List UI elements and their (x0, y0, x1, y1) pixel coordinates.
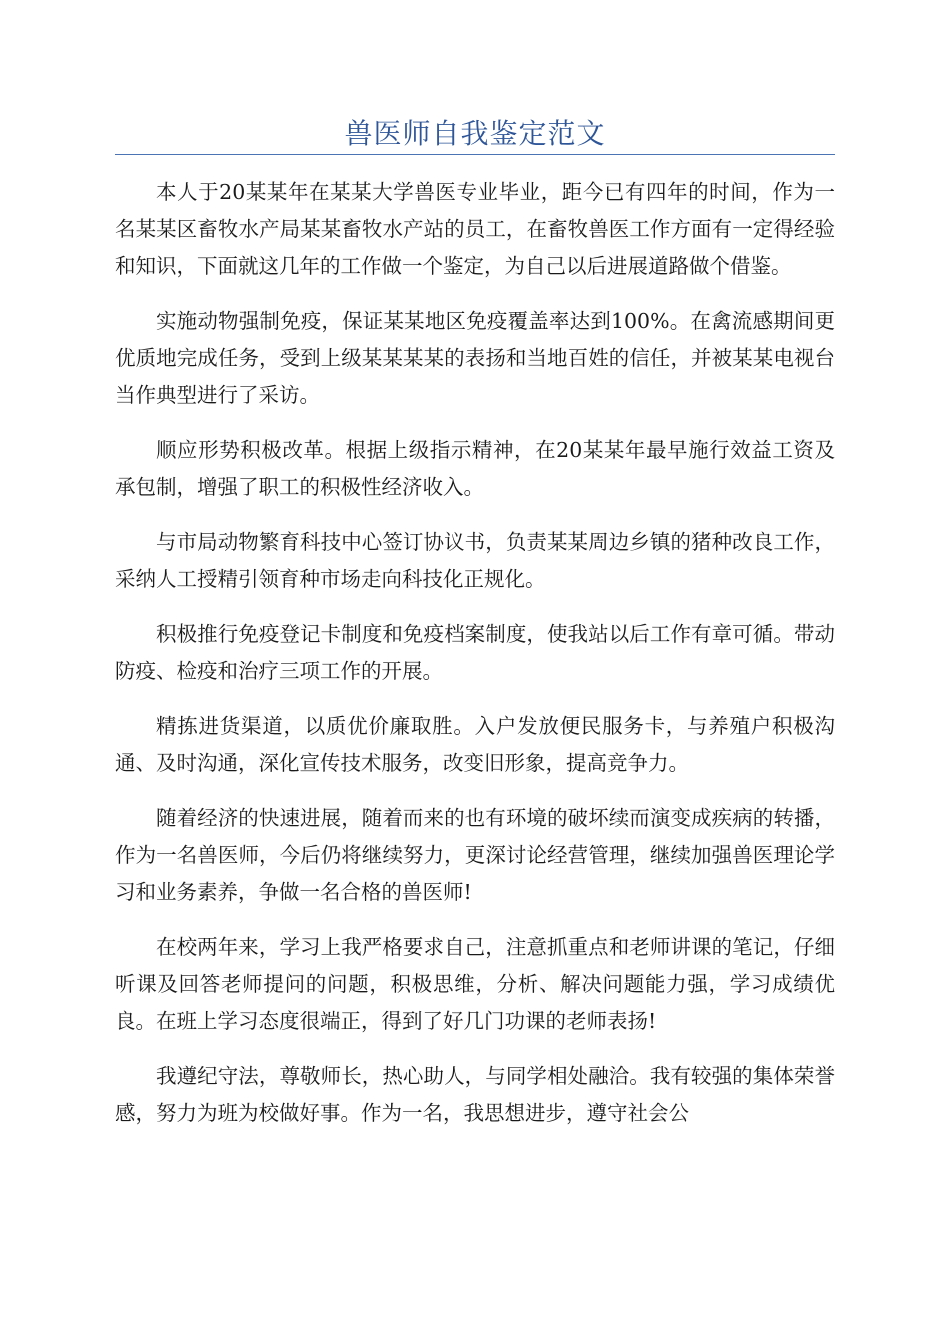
paragraph-1: 本人于20某某年在某某大学兽医专业毕业，距今已有四年的时间，作为一名某某区畜牧水产局某某畜牧水产站的员工，在畜牧兽医工作方面有一定得经验和知识，下面就这几年的工作做一个鉴定，为自己以后进展道路做个借鉴。 (115, 180, 835, 278)
paragraph-4: 与市局动物繁育科技中心签订协议书，负责某某周边乡镇的猪种改良工作，采纳人工授精引领育种市场走向科技化正规化。 (115, 530, 835, 591)
title-underline (115, 154, 835, 155)
paragraph-6: 精拣进货渠道，以质优价廉取胜。入户发放便民服务卡，与养殖户积极沟通、及时沟通，深化宣传技术服务，改变旧形象，提高竞争力。 (115, 714, 835, 775)
paragraph-8: 在校两年来，学习上我严格要求自己，注意抓重点和老师讲课的笔记，仔细听课及回答老师提问的问题，积极思维，分析、解决问题能力强，学习成绩优良。在班上学习态度很端正，得到了好几门功课的老师表扬! (115, 935, 835, 1033)
paragraph-3: 顺应形势积极改革。根据上级指示精神，在20某某年最早施行效益工资及承包制，增强了职工的积极性经济收入。 (115, 438, 835, 499)
document-title: 兽医师自我鉴定范文 (344, 117, 606, 150)
document-body (115, 174, 835, 1150)
paragraph-2: 实施动物强制免疫，保证某某地区免疫覆盖率达到100%。在禽流感期间更优质地完成任务，受到上级某某某某的表扬和当地百姓的信任，并被某某电视台当作典型进行了采访。 (115, 309, 835, 407)
paragraph-5: 积极推行免疫登记卡制度和免疫档案制度，使我站以后工作有章可循。带动防疫、检疫和治疗三项工作的开展。 (115, 622, 835, 683)
paragraph-7: 随着经济的快速进展，随着而来的也有环境的破坏续而演变成疾病的转播，作为一名兽医师，今后仍将继续努力，更深讨论经营管理，继续加强兽医理论学习和业务素养，争做一名合格的兽医师! (115, 806, 835, 904)
paragraph-9: 我遵纪守法，尊敬师长，热心助人，与同学相处融洽。我有较强的集体荣誉感，努力为班为校做好事。作为一名，我思想进步，遵守社会公 (115, 1064, 835, 1125)
